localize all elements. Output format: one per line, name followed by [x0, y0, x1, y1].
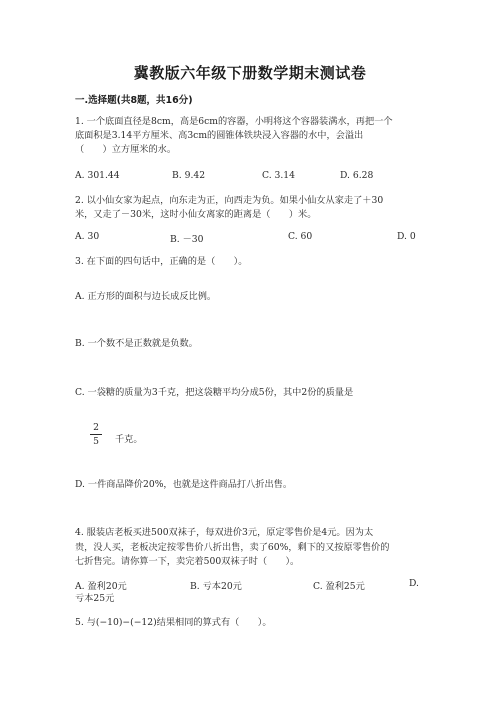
question-1-option-c: C. 3.14	[262, 170, 295, 181]
question-1-option-a: A. 301.44	[75, 170, 120, 181]
question-2-line-2: 米，又走了－30米，这时小仙女离家的距离是（ ）米。	[75, 209, 317, 220]
question-2-option-a: A. 30	[75, 231, 100, 242]
fraction-denominator: 5	[93, 436, 99, 447]
question-4-option-a: A. 盈利20元	[75, 581, 127, 592]
question-2-option-b: B. －30	[170, 234, 204, 245]
section-heading: 一.选择题(共8题，共16分)	[75, 95, 193, 106]
question-3-option-b: B. 一个数不是正数就是负数。	[75, 338, 198, 349]
fraction-unit: 千克。	[115, 434, 143, 445]
page-title: 冀教版六年级下册数学期末测试卷	[133, 64, 367, 82]
question-2-line-1: 2. 以小仙女家为起点，向东走为正，向西走为负。如果小仙女从家走了＋30	[75, 195, 384, 206]
question-1-line-2: 底面积是3.14平方厘米、高3cm的圆锥体铁块浸入容器的水中，会溢出	[75, 130, 364, 141]
question-1-option-b: B. 9.42	[172, 170, 206, 181]
question-4-option-d-text: 亏本25元	[75, 593, 115, 604]
question-2-option-d: D. 0	[397, 231, 416, 242]
question-3-option-d: D. 一件商品降价20%，也就是这件商品打八折出售。	[75, 479, 293, 490]
question-4-line-2: 贵，没人买，老板决定按零售价八折出售，卖了60%，剩下的又按原零售价的	[75, 542, 390, 553]
fraction-bar	[90, 434, 102, 435]
question-5-stem: 5. 与(−10)−(−12)结果相同的算式有（ ）。	[75, 617, 272, 628]
question-1-line-1: 1. 一个底面直径是8cm，高是6cm的容器，小明将这个容器装满水，再把一个	[75, 116, 393, 127]
question-4-line-3: 七折售完。请你算一下，卖完着500双袜子时（ ）。	[75, 556, 300, 567]
question-3-option-a: A. 正方形的面积与边长成反比例。	[75, 291, 217, 302]
question-1-line-3: （ ）立方厘米的水。	[75, 144, 177, 155]
question-2-option-c: C. 60	[288, 231, 313, 242]
question-4-option-c: C. 盈利25元	[313, 581, 365, 592]
question-4-option-b: B. 亏本20元	[190, 581, 242, 592]
question-4-option-d-label: D.	[409, 578, 419, 589]
question-4-line-1: 4. 服装店老板买进500双袜子，每双进价3元，原定零售价是4元。因为太	[75, 527, 374, 538]
question-3-option-c: C. 一袋糖的质量为3千克，把这袋糖平均分成5份，其中2份的质量是	[75, 387, 354, 398]
fraction-two-fifths	[90, 422, 102, 447]
question-3-stem: 3. 在下面的四句话中，正确的是（ ）。	[75, 256, 248, 267]
fraction-numerator: 2	[93, 422, 99, 433]
question-1-option-d: D. 6.28	[340, 170, 374, 181]
